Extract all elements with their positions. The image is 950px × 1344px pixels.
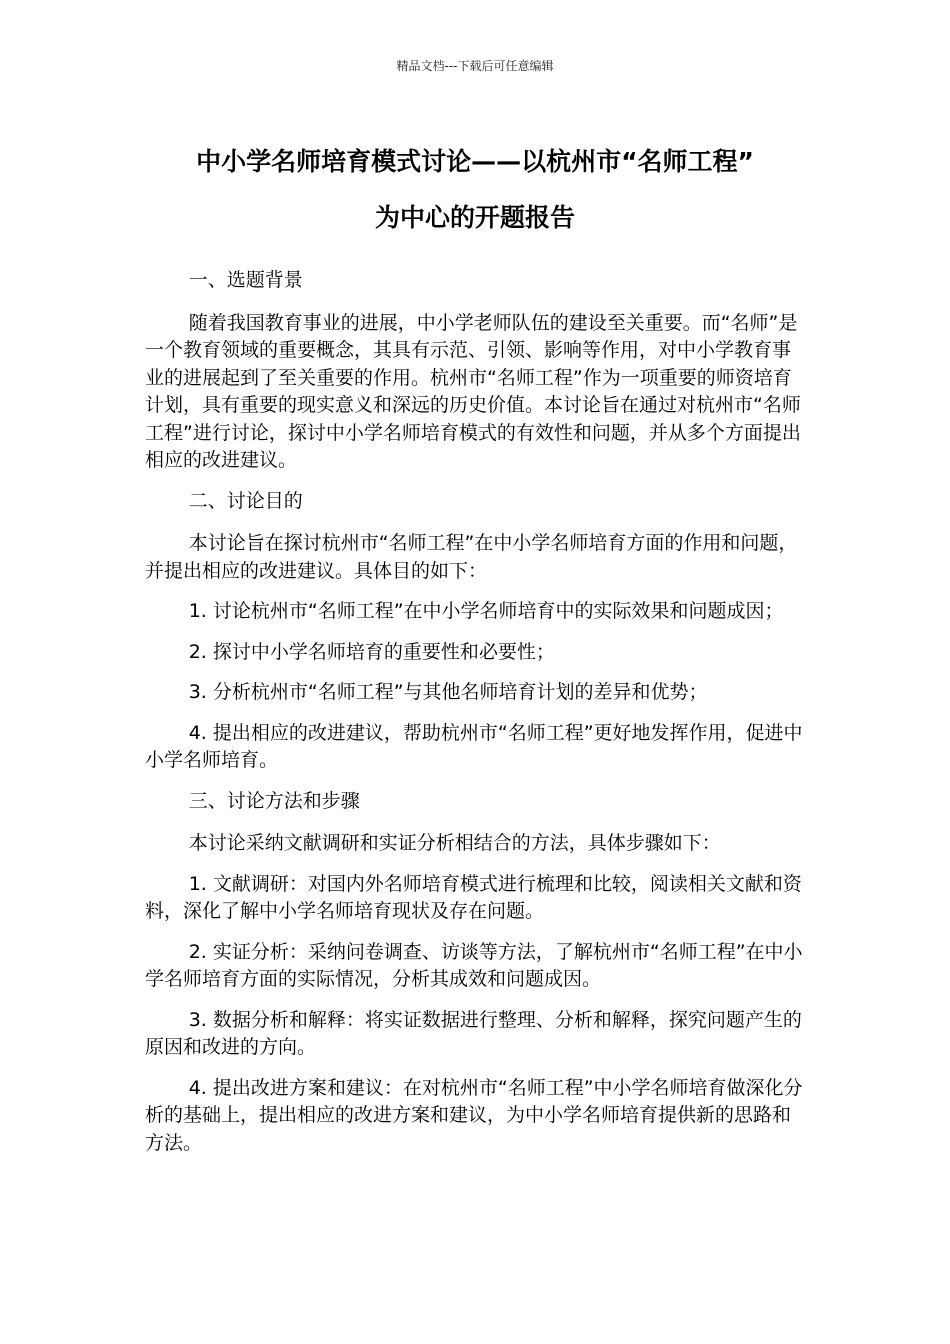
section-heading-methods: 三、讨论方法和步骤 <box>188 789 360 812</box>
document-title <box>120 134 830 246</box>
title-line-2: 为中心的开题报告 <box>374 203 575 232</box>
document-body <box>145 267 805 1170</box>
purpose-item: 2. 探讨中小学名师培育的重要性和必要性； <box>188 640 555 663</box>
purpose-item: 1. 讨论杭州市“名师工程”在中小学名师培育中的实际效果和问题成因； <box>188 600 784 622</box>
purpose-intro: 本讨论旨在探讨杭州市“名师工程”在中小学名师培育方面的作用和问题，并提出相应的改进建议。具体目的如下： <box>145 532 798 582</box>
title-line-1: 中小学名师培育模式讨论——以杭州市“名师工程” <box>196 147 754 176</box>
purpose-item: 4. 提出相应的改进建议，帮助杭州市“名师工程”更好地发挥作用，促进中小学名师培育。 <box>145 721 803 771</box>
purpose-item: 3. 分析杭州市“名师工程”与其他名师培育计划的差异和优势； <box>188 681 708 703</box>
section-heading-background: 一、选题背景 <box>188 269 303 291</box>
methods-item: 4. 提出改进方案和建议：在对杭州市“名师工程”中小学名师培育做深化分析的基础上，提出相应的改进方案和建议，为中小学名师培育提供新的思路和方法。 <box>145 1076 803 1154</box>
header-note: 精品文档---下载后可任意编辑 <box>396 59 554 73</box>
methods-item: 2. 实证分析：采纳问卷调查、访谈等方法，了解杭州市“名师工程”在中小学名师培育方面的实际情况，分析其成效和问题成因。 <box>145 940 803 990</box>
methods-intro: 本讨论采纳文献调研和实证分析相结合的方法，具体步骤如下： <box>188 832 721 854</box>
background-paragraph: 随着我国教育事业的进展，中小学老师队伍的建设至关重要。而“名师”是一个教育领域的重要概念，其具有示范、引领、影响等作用，对中小学教育事业的进展起到了至关重要的作用。杭州市“名师工程”作为一项重要的师资培育计划，具有重要的现实意义和深远的历史价值。本讨论旨在通过对杭州市“名师工程”进行讨论，探讨中小学名师培育模式的有效性和问题，并从多个方面提出相应的改进建议。 <box>145 311 801 471</box>
section-heading-purpose: 二、讨论目的 <box>188 489 303 512</box>
methods-item: 3. 数据分析和解释：将实证数据进行整理、分析和解释，探究问题产生的原因和改进的方向。 <box>145 1008 802 1058</box>
methods-item: 1. 文献调研：对国内外名师培育模式进行梳理和比较，阅读相关文献和资料，深化了解中小学名师培育现状及存在问题。 <box>145 872 802 922</box>
